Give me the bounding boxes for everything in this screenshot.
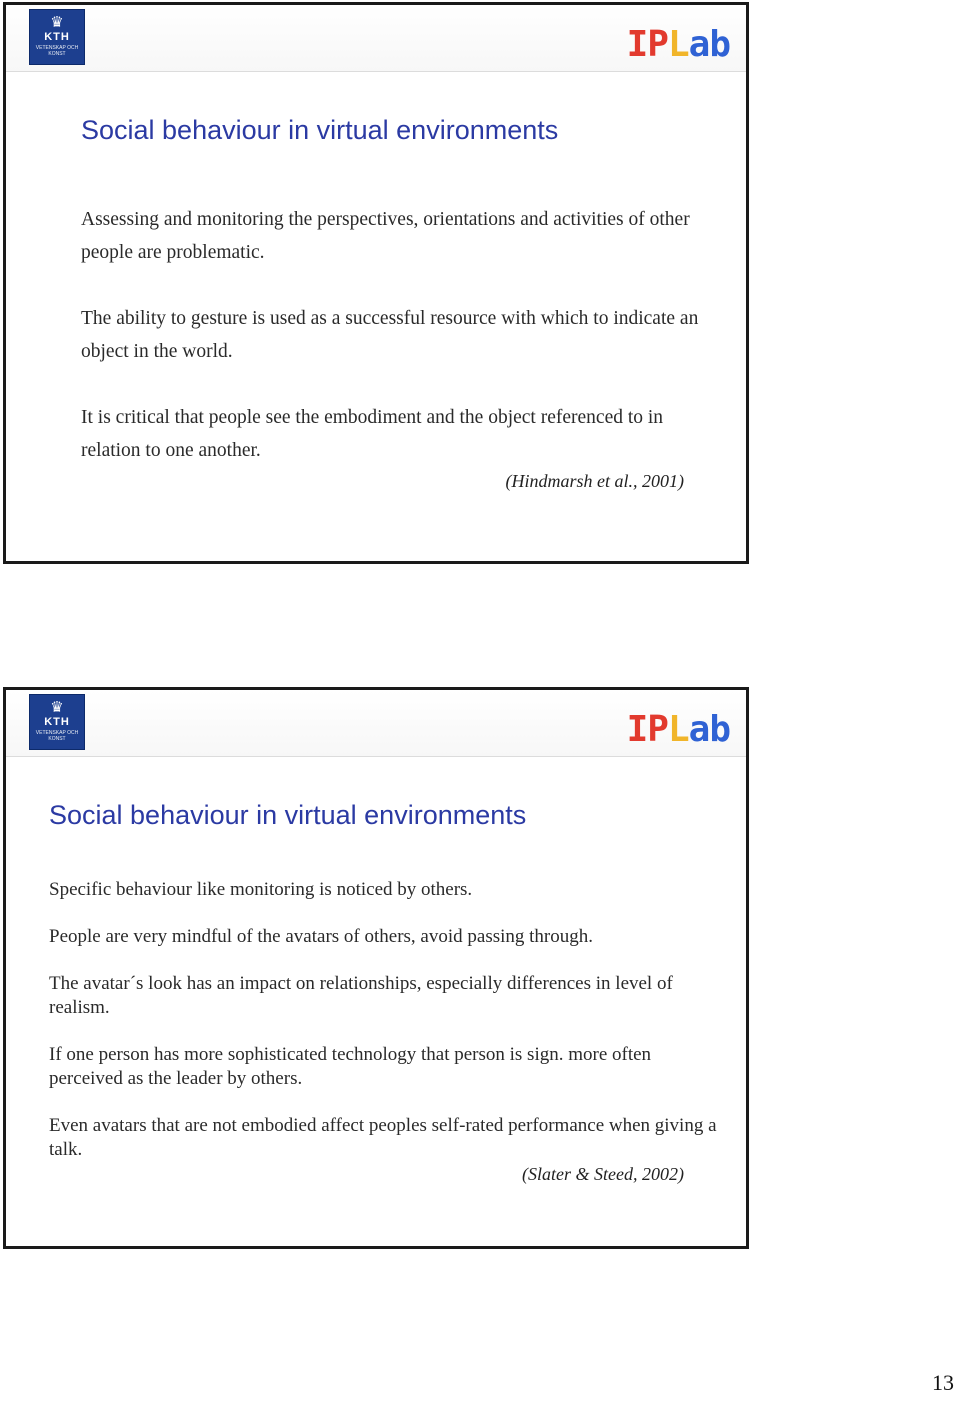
crown-icon: ♛ <box>50 14 64 31</box>
paragraph: People are very mindful of the avatars of others, avoid passing through. <box>49 926 593 947</box>
paragraph: The ability to gesture is used as a successful resource with which to indicate an object in the world. <box>81 308 699 362</box>
paragraph: Specific behaviour like monitoring is noticed by others. <box>49 879 473 900</box>
paragraph: Assessing and monitoring the perspectives, orientations and activities of other people are problematic. <box>81 209 690 263</box>
slide-title: Social behaviour in virtual environments <box>81 115 559 145</box>
paragraph: It is critical that people see the embodiment and the object referenced to in relation to one another. <box>81 407 664 461</box>
page-number: 13 <box>932 1370 954 1395</box>
kth-logo: ♛ KTH VETENSKAP OCH KONST <box>29 9 85 65</box>
kth-logo: ♛ KTH VETENSKAP OCH KONST <box>29 694 85 750</box>
paragraph: The avatar´s look has an impact on relationships, especially differences in level of realism. <box>49 973 673 1018</box>
iplab-logo: IPLab <box>626 24 730 65</box>
iplab-logo: IPLab <box>626 709 730 750</box>
slide-title: Social behaviour in virtual environments <box>49 800 527 830</box>
citation: (Slater & Steed, 2002) <box>522 1164 684 1184</box>
slide-header <box>6 5 746 72</box>
citation: (Hindmarsh et al., 2001) <box>505 471 684 491</box>
slide-1 <box>3 2 749 564</box>
paragraph: If one person has more sophisticated technology that person is sign. more often perceived as the leader by others. <box>49 1044 652 1089</box>
crown-icon: ♛ <box>50 699 64 716</box>
paragraph: Even avatars that are not embodied affect peoples self-rated performance when giving a talk. <box>49 1115 717 1160</box>
slide-2 <box>3 687 749 1249</box>
slide-header <box>6 690 746 757</box>
